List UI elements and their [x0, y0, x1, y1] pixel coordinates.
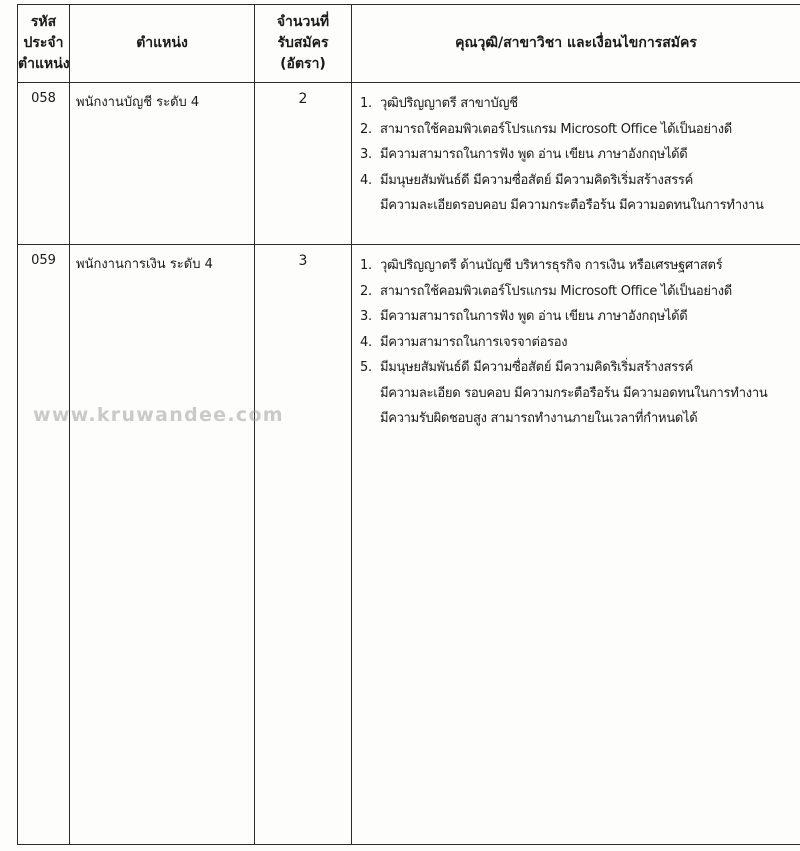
- row-position: พนักงานการเงิน ระดับ 4: [70, 245, 255, 845]
- qualification-item: 2. สามารถใช้คอมพิวเตอร์โปรแกรม Microsoft Office ได้เป็นอย่างดี: [360, 121, 732, 137]
- row-code: 059: [18, 245, 70, 845]
- job-positions-table: [17, 4, 800, 845]
- qualification-item: 4. มีมนุษยสัมพันธ์ดี มีความซื่อสัตย์ มีความคิดริเริ่มสร้างสรรค์ มีความละเอียดรอบคอบ มีความกระตือรือร้น มีความอดทนในการทำงาน: [360, 172, 764, 213]
- qualification-item: 1. วุฒิปริญญาตรี สาขาบัญชี: [360, 96, 518, 111]
- row-code: 058: [18, 83, 70, 245]
- watermark-text: www.kruwandee.com: [33, 404, 284, 426]
- qualification-item: 1. วุฒิปริญญาตรี ด้านบัญชี บริหารธุรกิจ การเงิน หรือเศรษฐศาสตร์: [360, 258, 723, 273]
- table-row: [18, 83, 800, 245]
- qualification-list: [360, 91, 800, 219]
- header-position: ตำแหน่ง: [70, 5, 255, 83]
- header-qualifications: คุณวุฒิ/สาขาวิชา และเงื่อนไขการสมัคร: [352, 5, 800, 83]
- header-count: [255, 5, 352, 83]
- row-qualifications: [352, 83, 800, 245]
- header-count-line-1: จำนวนที่: [276, 14, 330, 30]
- header-code-line-1: รหัส: [30, 14, 57, 30]
- row-count: 3: [255, 245, 352, 845]
- row-count: 2: [255, 83, 352, 245]
- qualification-item: 3. มีความสามารถในการฟัง พูด อ่าน เขียน ภาษาอังกฤษได้ดี: [360, 309, 688, 324]
- qualification-item: 5. มีมนุษยสัมพันธ์ดี มีความซื่อสัตย์ มีความคิดริเริ่มสร้างสรรค์ มีความละเอียด รอบคอบ มีความกระตือรือร้น มีความอดทนในการทำงาน มีความรับผิดชอบสูง สามารถทำงานภายในเวลาที่กำหนดได้: [360, 360, 768, 426]
- header-code-line-3: ตำแหน่ง: [18, 56, 70, 72]
- row-position: พนักงานบัญชี ระดับ 4: [70, 83, 255, 245]
- qualification-item: 2. สามารถใช้คอมพิวเตอร์โปรแกรม Microsoft Office ได้เป็นอย่างดี: [360, 283, 732, 299]
- qualification-list: [360, 253, 800, 432]
- qualification-item: 3. มีความสามารถในการฟัง พูด อ่าน เขียน ภาษาอังกฤษได้ดี: [360, 147, 688, 162]
- header-count-line-2: รับสมัคร: [277, 35, 329, 51]
- header-code: [18, 5, 70, 83]
- header-count-line-3: (อัตรา): [280, 56, 326, 72]
- table-row: [18, 245, 800, 845]
- row-qualifications: [352, 245, 800, 845]
- header-code-line-2: ประจำ: [23, 35, 64, 51]
- table-header-row: [18, 5, 800, 83]
- qualification-item: 4. มีความสามารถในการเจรจาต่อรอง: [360, 334, 568, 350]
